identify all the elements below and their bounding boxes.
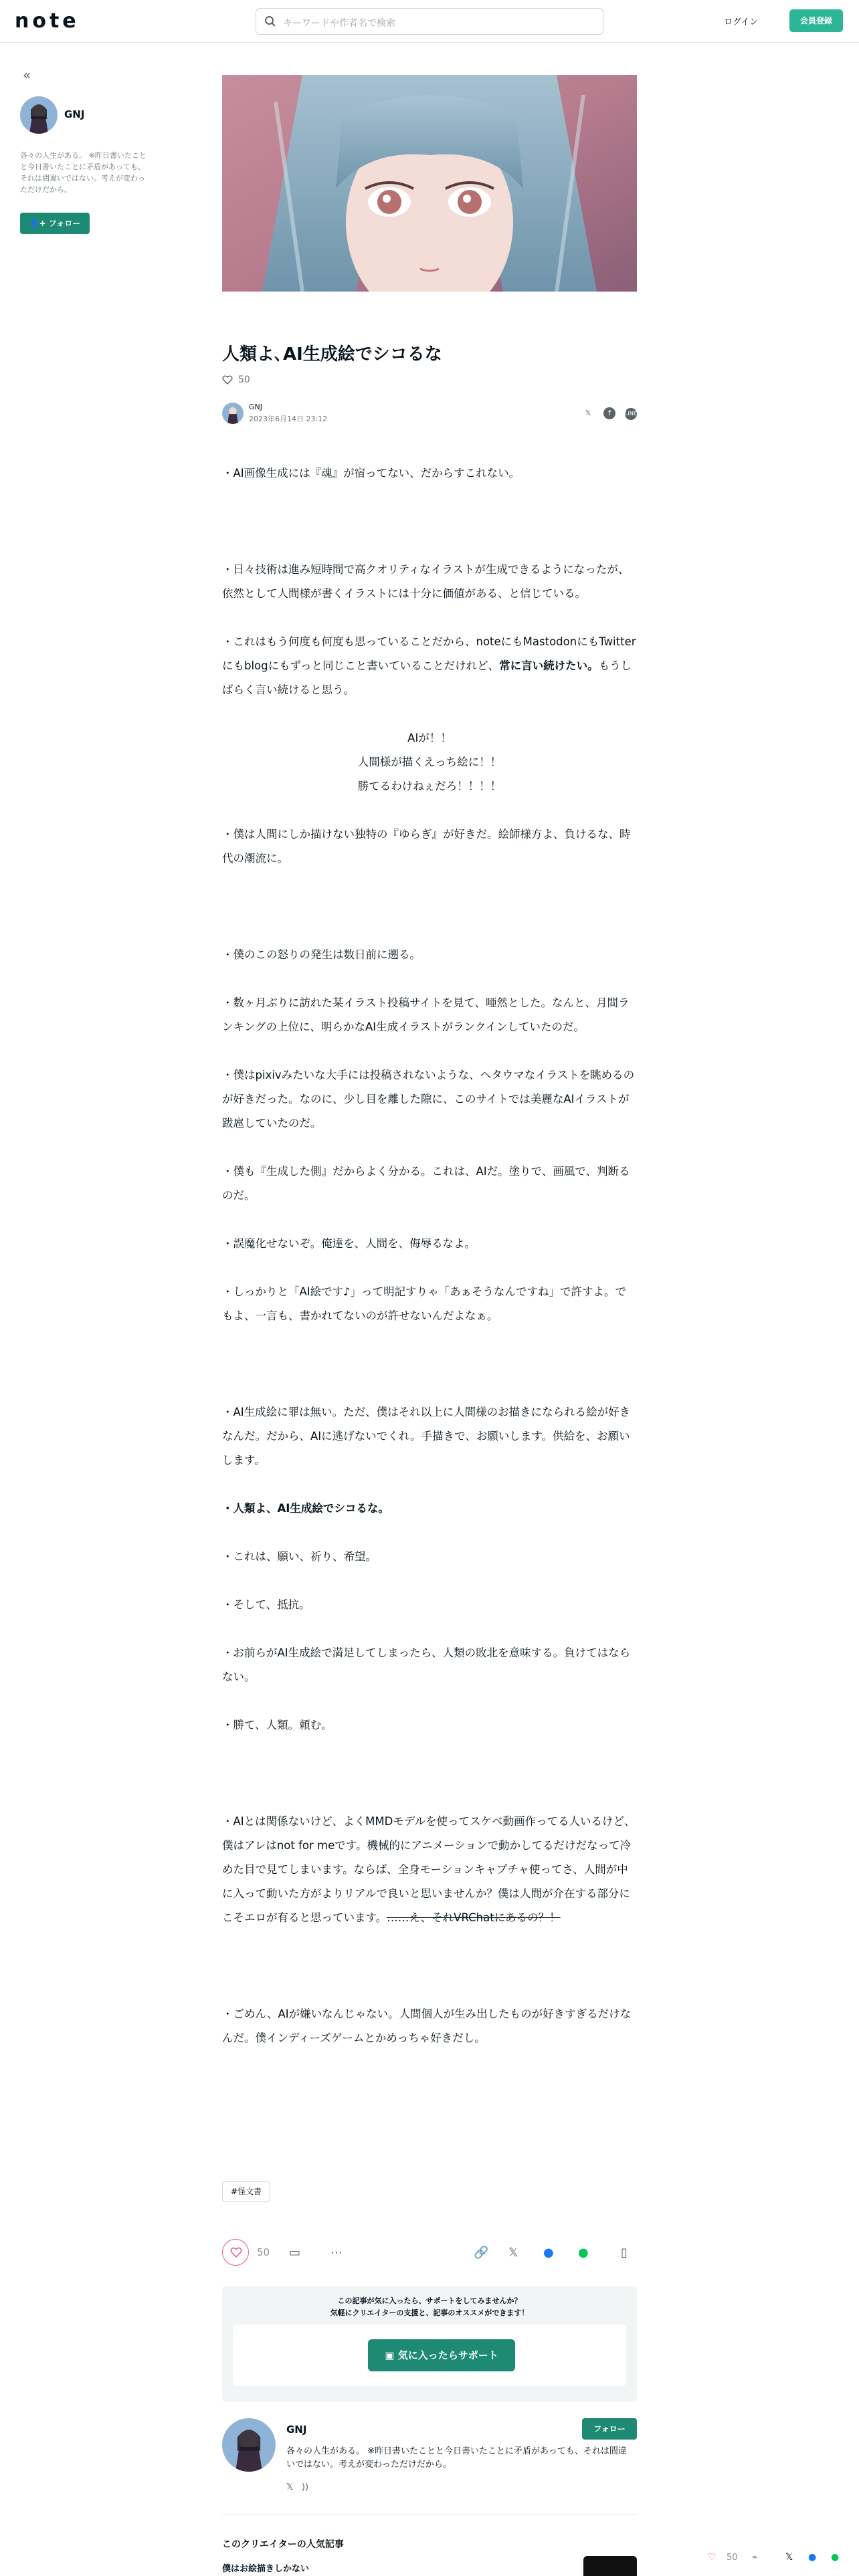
- popular-item[interactable]: 僕はお絵描きしかない: [222, 2564, 310, 2574]
- popular-heading: このクリエイターの人気記事: [222, 2539, 344, 2550]
- x-icon[interactable]: 𝕏: [785, 2552, 793, 2563]
- article-body: [222, 461, 637, 2050]
- paragraph: 勝てるわけねぇだろ！！！！: [357, 780, 502, 792]
- site-header: [0, 0, 859, 43]
- share-buttons: [573, 405, 637, 420]
- creator-bio: 各々の人生がある。 ※昨日書いたことと今日書いたことに矛盾があっても、それは間違いではない。考えが変わっただけだから。: [286, 2446, 627, 2470]
- hatena-icon[interactable]: ▯: [621, 2246, 628, 2260]
- like-summary[interactable]: [222, 374, 250, 385]
- facebook-icon[interactable]: ●: [808, 2552, 817, 2563]
- creator-name[interactable]: GNJ: [286, 2424, 307, 2436]
- divider: [222, 2514, 637, 2515]
- article-author: [222, 403, 637, 429]
- paragraph: ・これは、願い、祈り、希望。: [222, 1550, 377, 1563]
- facebook-icon[interactable]: f: [603, 407, 615, 419]
- signup-button[interactable]: 会員登録: [789, 9, 843, 32]
- creator-social: [286, 2482, 308, 2492]
- sidebar: [20, 67, 147, 228]
- float-like-count: 50: [727, 2553, 738, 2563]
- author-name[interactable]: GNJ: [64, 108, 85, 120]
- paragraph: ・数ヶ月ぶりに訪れた某イラスト投稿サイトを見て、唖然とした。なんと、月間ランキングの上位に、明らかなAI生成イラストがランクインしていたのだ。: [222, 996, 630, 1033]
- avatar[interactable]: [20, 96, 58, 134]
- popular-thumbnail[interactable]: [583, 2556, 637, 2576]
- line-icon[interactable]: ●: [578, 2246, 589, 2260]
- paragraph: AIが！！: [407, 732, 452, 744]
- like-button[interactable]: [222, 2239, 249, 2266]
- follow-button[interactable]: [20, 213, 90, 234]
- x-icon[interactable]: 𝕏: [585, 409, 591, 417]
- paragraph: ・僕はpixivみたいな大手には投稿されないような、ヘタウマなイラストを眺めるのが好きだった。なのに、少し目を離した隙に、このサイトでは美麗なAIイラストが跋扈していたのだ。: [222, 1069, 635, 1130]
- paragraph: ・しっかりと「AI絵です♪」って明記すりゃ「あぁそうなんですね」で許すよ。でもよ、一言も、書かれてないのが許せないんだよなぁ。: [222, 1285, 627, 1322]
- x-icon[interactable]: 𝕏: [508, 2246, 518, 2260]
- search-icon: [264, 15, 276, 27]
- paragraph: ・これはもう何度も何度も思っていることだから、noteにもMastodonにもTwitterにもblogにもずっと同じこと書いていることだけれど、常に言い続けたい。もうしばらく言い続けると思う。: [222, 635, 636, 696]
- heart-icon: [230, 2247, 242, 2258]
- paragraph: ・日々技術は進み短時間で高クオリティなイラストが生成できるようになったが、依然として人間様が書くイラストには十分に価値がある、と信じている。: [222, 563, 630, 600]
- support-inner: [233, 2325, 626, 2386]
- heart-icon: [222, 375, 233, 385]
- support-box: [222, 2286, 637, 2402]
- article-author-name[interactable]: GNJ: [249, 403, 262, 411]
- rss-icon[interactable]: )): [301, 2482, 309, 2492]
- article-actions: [222, 2239, 637, 2272]
- paragraph: ・人類よ、AI生成絵でシコるな。: [222, 1502, 389, 1515]
- search-input[interactable]: [256, 8, 603, 35]
- like-count: 50: [257, 2246, 270, 2258]
- avatar[interactable]: [222, 403, 244, 424]
- paragraph: ・誤魔化せないぞ。俺達を、人間を、侮辱るなよ。: [222, 1237, 476, 1250]
- note-logo[interactable]: note: [15, 9, 80, 33]
- paragraph: ・勝て、人類。頼む。: [222, 1719, 332, 1731]
- gift-icon: ▣: [385, 2349, 398, 2361]
- paragraph: ・ごめん、AIが嫌いなんじゃない。人間個人が生み出したものが好きすぎるだけなんだ。僕インディーズゲームとかめっちゃ好きだし。: [222, 2008, 632, 2044]
- author-bio: 各々の人生がある。 ※昨日書いたことと今日書いたことに矛盾があっても、それは間違いではない。考えが変わっただけだから。: [20, 151, 147, 194]
- comment-icon[interactable]: ▭: [289, 2246, 301, 2260]
- article-title: 人類よ､AI生成絵でシコるな: [222, 344, 442, 364]
- follow-button[interactable]: フォロー: [582, 2418, 637, 2440]
- login-link[interactable]: ログイン: [724, 17, 759, 27]
- paragraph: ・お前らがAI生成絵で満足してしまったら、人類の敗北を意味する。負けてはならない。: [222, 1646, 631, 1683]
- line-icon[interactable]: ●: [831, 2552, 840, 2563]
- add-user-icon: 👤+: [29, 219, 49, 228]
- paragraph: ・僕は人間にしか描けない独特の『ゆらぎ』が好きだ。絵師様方よ、負けるな、時代の潮流に。: [222, 828, 631, 865]
- paragraph: ・AI生成絵に罪は無い。ただ、僕はそれ以上に人間様のお描きになられる絵が好きなんだ。だから、AIに逃げないでくれ。手描きで、お願いします。供給を、お願いします。: [222, 1406, 631, 1467]
- paragraph: ・僕も『生成した側』だからよく分かる。これは、AIだ。塗りで、画風で、判断るのだ。: [222, 1165, 630, 1202]
- paragraph: ・そして、抵抗。: [222, 1598, 310, 1611]
- header-image: [222, 75, 637, 292]
- collapse-sidebar-icon[interactable]: «: [23, 67, 31, 83]
- follow-label: フォロー: [48, 219, 81, 228]
- support-button[interactable]: ▣ 気に入ったらサポート: [368, 2339, 515, 2371]
- x-icon[interactable]: 𝕏: [286, 2482, 294, 2492]
- hashtag[interactable]: #怪文書: [222, 2181, 270, 2202]
- heart-icon[interactable]: ♡: [708, 2552, 717, 2563]
- more-icon[interactable]: ⋯: [330, 2246, 343, 2260]
- search-placeholder: キーワードや作者名で検索: [283, 18, 395, 29]
- link-icon[interactable]: 🔗: [474, 2246, 489, 2260]
- paragraph: ・僕のこの怒りの発生は数日前に遡る。: [222, 948, 421, 961]
- avatar[interactable]: [222, 2418, 276, 2472]
- link-icon[interactable]: ⌁: [752, 2552, 758, 2563]
- paragraph: 人間様が描くえっち絵に！！: [357, 756, 502, 768]
- floating-action-bar: [702, 2541, 859, 2576]
- creator-card: [222, 2418, 637, 2518]
- support-message: この記事が気に入ったら、サポートをしてみませんか？ 気軽にクリエイターの支援と、記事のオススメができます！: [330, 2296, 529, 2317]
- paragraph: ・AIとは関係ないけど、よくMMDモデルを使ってスケベ動画作ってる人いるけど、僕はアレはnot for meです。機械的にアニメーションで動かしてるだけだなって冷めた目で見てしまいます。ならば、全身モーションキャプチャ使ってさ、人間が中に入って動いた方がよりリアルで良いと思いませんか？僕は人間が介在する部分にこそエロが有ると思っています。……え、それVRChatにあるの？！: [222, 1815, 636, 1924]
- facebook-icon[interactable]: ●: [543, 2246, 554, 2260]
- publish-date: 2023年6月14日 23:12: [249, 415, 328, 423]
- paragraph: ・AI画像生成には『魂』が宿ってない、だからすこれない。: [222, 467, 520, 479]
- line-icon[interactable]: LINE: [625, 408, 637, 420]
- like-count-top: 50: [238, 374, 250, 385]
